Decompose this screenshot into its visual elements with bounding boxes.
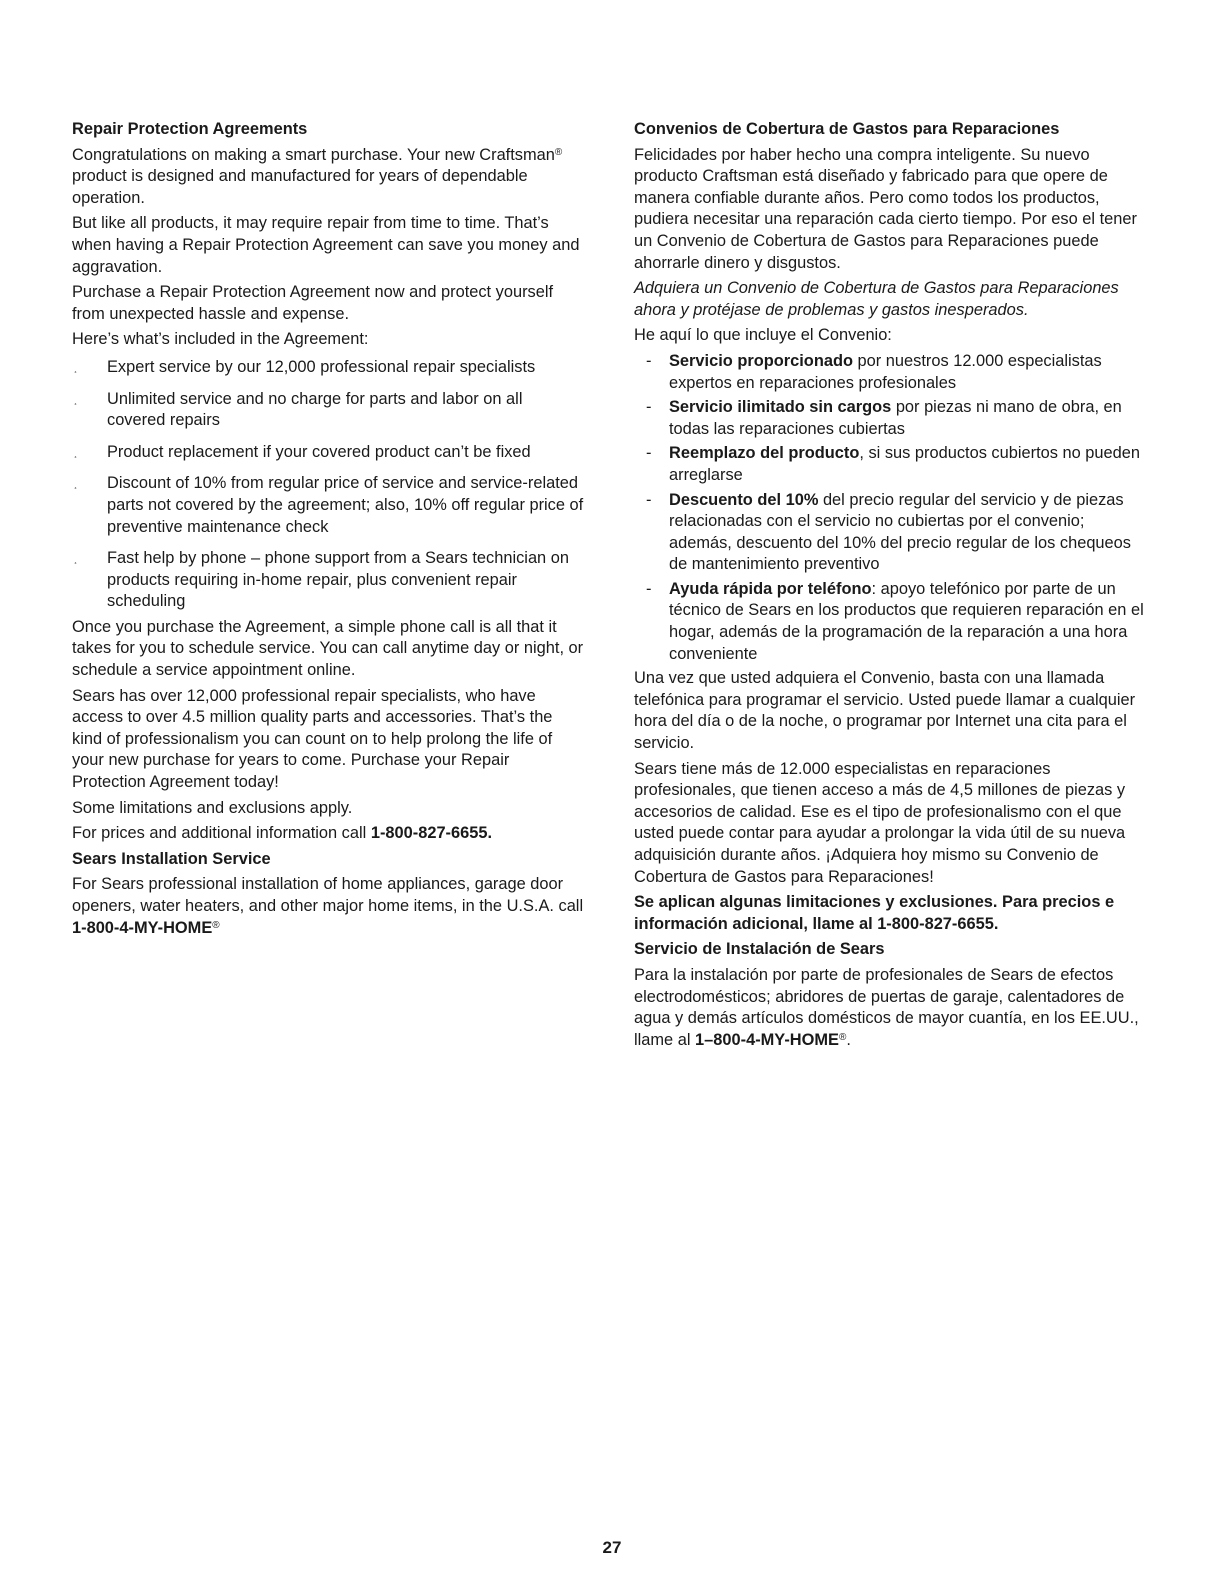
list-item: - Servicio proporcionado por nuestros 12.000 especialistas expertos en reparaciones profesionales: [646, 351, 1102, 392]
dash-icon: -: [646, 579, 652, 598]
list-item: ¸ Fast help by phone – phone support from a Sears technician on products requiring in-home repair, plus convenient repair scheduling: [74, 549, 569, 611]
list-item: - Ayuda rápida por teléfono: apoyo telefónico por parte de un técnico de Sears en los productos que requieren reparación en el hogar, además de la programación de la reparación a una hora conveniente: [646, 579, 1144, 663]
installation-phone-number: 1-800-4-MY-HOME: [72, 918, 213, 937]
registered-mark: ®: [212, 919, 220, 931]
convenios-heading: Convenios de Cobertura de Gastos para Reparaciones: [634, 120, 1060, 138]
included-intro-es: He aquí lo que incluye el Convenio:: [634, 326, 892, 345]
bullet-icon: ¸: [74, 362, 78, 374]
phone-call-paragraph-es: Una vez que usted adquiera el Convenio, basta con una llamada telefónica para programar el servicio. Usted puede llamar a cualquier hora del día o de la noche, o programar por Internet una cita para el servicio.: [634, 669, 1136, 753]
dash-icon: -: [646, 351, 652, 370]
prices-info: For prices and additional information call 1-800-827-6655.: [72, 824, 493, 843]
dash-icon: -: [646, 444, 652, 463]
list-item: ¸ Product replacement if your covered product can’t be fixed: [74, 442, 531, 461]
purchase-paragraph: Purchase a Repair Protection Agreement now and protect yourself from unexpected hassle and expense.: [72, 283, 554, 323]
repair-paragraph: But like all products, it may require repair from time to time. That’s when having a Repair Protection Agreement can save you money and aggravation.: [72, 214, 580, 276]
limitations-note: Some limitations and exclusions apply.: [72, 798, 353, 817]
repair-phone-number: 1-800-827-6655.: [370, 824, 493, 843]
intro-paragraph-es: Felicidades por haber hecho una compra inteligente. Su nuevo producto Craftsman está diseñado y fabricado para que opere de manera confiable durante años. Pero como todos los productos, pudiera necesitar una reparación cada cierto tiempo. Por eso el tener un Convenio de Cobertura de Gastos para Reparaciones puede ahorrarle dinero y disgustos.: [634, 145, 1137, 272]
dash-icon: -: [646, 398, 652, 417]
purchase-paragraph-es: Adquiera un Convenio de Cobertura de Gastos para Reparaciones ahora y protéjase de problemas y gastos inesperados.: [634, 279, 1119, 319]
included-list-es: [634, 351, 1148, 665]
bullet-icon: ¸: [74, 479, 78, 491]
included-intro: Here’s what’s included in the Agreement:: [72, 330, 369, 349]
registered-mark: ®: [838, 1031, 847, 1043]
phone-call-paragraph: Once you purchase the Agreement, a simple phone call is all that it takes for you to schedule service. You can call anytime day or night, or schedule a service appointment online.: [72, 617, 584, 680]
limitations-note-es: Se aplican algunas limitaciones y exclusiones. Para precios e información adicional, llame al 1-800-827-6655.: [634, 893, 1115, 933]
bullet-icon: ¸: [74, 394, 78, 406]
installation-heading: Sears Installation Service: [72, 849, 271, 868]
dash-icon: -: [646, 490, 652, 509]
english-column: [72, 119, 584, 943]
list-item: ¸ Discount of 10% from regular price of service and service-related parts not covered by the agreement; also, 10% off regular price of preventive maintenance check: [74, 474, 584, 536]
registered-mark: ®: [554, 146, 563, 158]
included-list: [72, 357, 584, 613]
list-item: - Reemplazo del producto, si sus productos cubiertos no pueden arreglarse: [646, 444, 1140, 484]
intro-paragraph: Congratulations on making a smart purchase. Your new Craftsman® product is designed and manufactured for years of dependable operation.: [72, 145, 563, 207]
bullet-icon: ¸: [74, 554, 78, 566]
page-number: 27: [602, 1538, 622, 1557]
installation-paragraph: For Sears professional installation of home appliances, garage door openers, water heaters, and other major home items, in the U.S.A. call 1-800-4-MY-HOME®: [72, 875, 584, 937]
repair-protection-heading: Repair Protection Agreements: [72, 120, 308, 138]
list-item: ¸ Expert service by our 12,000 professional repair specialists: [74, 357, 536, 376]
specialists-paragraph-es: Sears tiene más de 12.000 especialistas en reparaciones profesionales, que tienen acceso a más de 4,5 millones de piezas y accesorios de calidad. Ese es el tipo de profesionalismo con el que usted puede contar para ayudar a prolongar la vida útil de su nueva adquisición durante años. ¡Adquiera hoy mismo su Convenio de Cobertura de Gastos para Reparaciones!: [634, 759, 1126, 886]
installation-phone-number-es: 1–800-4-MY-HOME: [695, 1030, 839, 1049]
installation-paragraph-es: Para la instalación por parte de profesionales de Sears de efectos electrodomésticos; abridores de puertas de garaje, calentadores de agua y demás artículos domésticos de mayor cuantía, en los EE.UU., llame al 1–800-4-MY-HOME®.: [634, 965, 1139, 1049]
specialists-paragraph: Sears has over 12,000 professional repair specialists, who have access to over 4.5 million quality parts and accessories. That’s the kind of professionalism you can count on to help prolong the life of your new purchase for years to come. Purchase your Repair Protection Agreement today!: [72, 686, 553, 792]
list-item: - Descuento del 10% del precio regular del servicio y de piezas relacionadas con el servicio no cubiertas por el convenio; además, descuento del 10% del precio regular de los chequeos de mantenimiento preventivo: [646, 490, 1131, 574]
bullet-icon: ¸: [74, 447, 78, 459]
list-item: ¸ Unlimited service and no charge for parts and labor on all covered repairs: [74, 389, 523, 430]
installation-heading-es: Servicio de Instalación de Sears: [634, 940, 885, 959]
spanish-column: [634, 119, 1148, 1055]
list-item: - Servicio ilimitado sin cargos por piezas ni mano de obra, en todas las reparaciones cubiertas: [646, 398, 1122, 438]
